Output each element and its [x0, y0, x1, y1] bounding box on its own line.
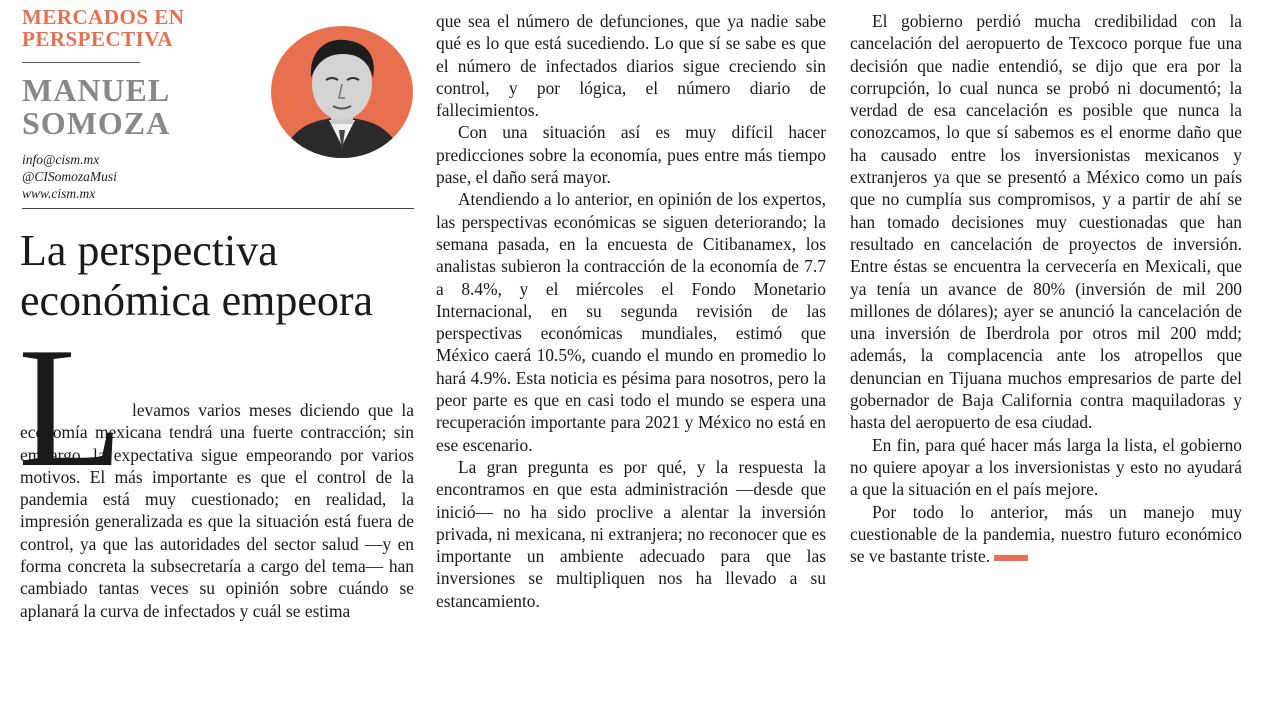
author-contacts: [22, 151, 222, 202]
paragraph: La gran pregunta es por qué, y la respuesta la encontramos en que esta administración —desde que inició— no ha sido proclive a alentar la inversión privada, ni mexicana, ni extranjera; no reconocer que es importante un ambiente adecuado para que las inversiones se multipliquen nos ha llevado a su estancamiento.: [436, 456, 826, 611]
paragraph: levamos varios meses diciendo que la economía mexicana tendrá una fuerte contracción; sin embargo, la expectativa sigue empeorando por varios motivos. El más importante es que el control de la pandemia está muy cuestionado; en realidad, la impresión generalizada es que la situación está fuera de control, ya que las autoridades del sector salud —y en forma concreta la subsecretaría a cargo del tema— han cambiado tantas veces su opinión sobre cuándo se aplanará la curva de infectados y cuál se estima: [20, 400, 414, 621]
section-title-line1: MERCADOS EN: [22, 5, 185, 29]
paragraph: En fin, para qué hacer más larga la lista, el gobierno no quiere apoyar a los inversionistas y esto no ayudará a que la situación en el país mejore.: [850, 434, 1242, 500]
paragraph: El gobierno perdió mucha credibilidad con la cancelación del aeropuerto de Texcoco porque fue una decisión que nadie entendió, se dijo que era por la corrupción, lo cual nunca se probó ni documentó; la verdad de esa cancelación es posible que nunca la conozcamos, lo que sí sabemos es el enorme daño que ha causado entre los inversionistas mexicanos y extranjeros ya que se presentó a México como un país que no cumplía sus compromisos, y a partir de ahí se han tomado decisiones muy cuestionadas que han resultado en cancelación de proyectos de inversión. Entre éstas se encuentra la cervecería en Mexicali, que ya tenía un avance de 80% (inversión de mil 200 millones de dólares); ayer se anunció la cancelación de una inversión de Iberdrola por otros mil 200 mdd; además, la complacencia ante los atropellos que denuncian en Tijuana muchos empresarios de parte del gobernador de Baja California contra maquiladoras y hasta del aeropuerto de esa ciudad.: [850, 11, 1242, 433]
author-website[interactable]: www.cism.mx: [22, 186, 96, 201]
article-column-2: [436, 10, 826, 612]
headline-line1: La perspectiva: [20, 226, 278, 275]
section-title: [22, 6, 222, 50]
author-name: [22, 74, 222, 140]
article-column-1: [20, 399, 414, 622]
author-portrait-illustration: [271, 26, 413, 158]
headline-divider: [22, 208, 414, 209]
drop-cap: L: [18, 313, 124, 503]
author-email[interactable]: info@cism.mx: [22, 152, 100, 167]
author-twitter-handle[interactable]: @CISomozaMusi: [22, 169, 117, 184]
author-portrait: [271, 26, 413, 158]
header-divider: [22, 62, 140, 63]
paragraph: Atendiendo a lo anterior, en opinión de los expertos, las perspectivas económicas se siguen deteriorando; la semana pasada, en la encuesta de Citibanamex, los analistas subieron la contracción de la economía de 7.7 a 8.4%, y el miércoles el Fondo Monetario Internacional, en su segunda revisión de las perspectivas económicas mundiales, estimó que México caerá 10.5%, cuando el mundo en promedio lo hará 4.9%. Esta noticia es pésima para nosotros, pero la peor parte es que en casi todo el mundo se espera una recuperación importante para 2021 y México no está en ese escenario.: [436, 189, 826, 455]
end-of-article-mark: [994, 555, 1028, 561]
paragraph: [850, 501, 1242, 568]
final-paragraph-text: Por todo lo anterior, más un manejo muy cuestionable de la pandemia, nuestro futuro económico se ve bastante triste.: [850, 501, 1242, 567]
headline-line2: económica empeora: [20, 276, 374, 325]
article-headline: [20, 226, 420, 326]
paragraph: Con una situación así es muy difícil hacer predicciones sobre la economía, pues entre más tiempo pase, el daño será mayor.: [436, 122, 826, 188]
section-title-line2: PERSPECTIVA: [22, 27, 173, 51]
author-first-name: MANUEL: [22, 72, 171, 108]
article-column-3: [850, 10, 1242, 567]
paragraph: que sea el número de defunciones, que ya nadie sabe qué es lo que está sucediendo. Lo que sí se sabe es que el número de infectados diarios sigue creciendo sin control, y por lógica, el número diario de fallecimientos.: [436, 11, 826, 121]
author-last-name: SOMOZA: [22, 105, 171, 141]
